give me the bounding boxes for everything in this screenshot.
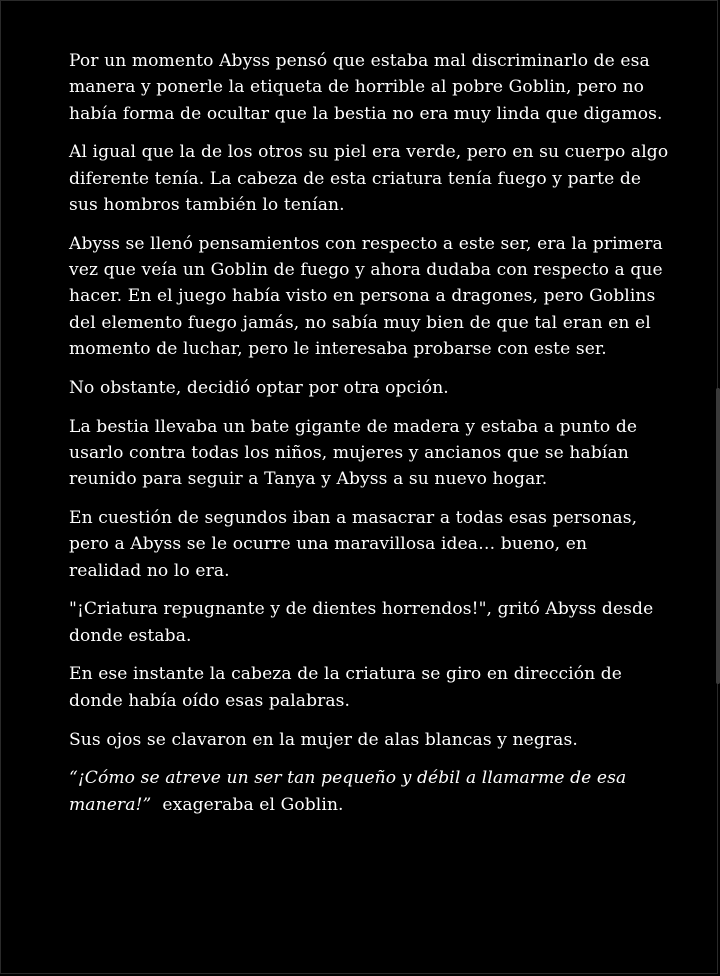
text-line: momento de luchar, pero le interesaba probarse con este ser. xyxy=(69,338,607,359)
text-line: pero a Abyss se le ocurre una maravillosa idea… bueno, en xyxy=(69,534,588,555)
scrollbar-thumb[interactable] xyxy=(716,388,720,684)
paragraph-3 xyxy=(69,231,669,362)
text-line: manera y ponerle la etiqueta de horrible al pobre Goblin, pero no xyxy=(69,77,645,98)
paragraph-10-quote xyxy=(69,765,669,818)
text-line xyxy=(69,792,669,818)
narration-fragment: exageraba el Goblin. xyxy=(151,794,344,815)
text-line: reunido para seguir a Tanya y Abyss a su nuevo hogar. xyxy=(69,469,548,490)
text-line: En cuestión de segundos iban a masacrar a todas esas personas, xyxy=(69,507,638,528)
paragraph-9 xyxy=(69,727,669,753)
text-line: No obstante, decidió optar por otra opción. xyxy=(69,377,449,398)
text-line: donde estaba. xyxy=(69,625,192,646)
text-line: sus hombros también lo tenían. xyxy=(69,194,345,215)
text-line: vez que veía un Goblin de fuego y ahora dudaba con respecto a que xyxy=(69,260,663,281)
paragraph-6 xyxy=(69,505,669,584)
text-line: Al igual que la de los otros su piel era verde, pero en su cuerpo algo xyxy=(69,142,669,163)
text-line: Sus ojos se clavaron en la mujer de alas blancas y negras. xyxy=(69,729,578,750)
paragraph-2 xyxy=(69,139,669,218)
text-line: Abyss se llenó pensamientos con respecto a este ser, era la primera xyxy=(69,233,663,254)
text-line: donde había oído esas palabras. xyxy=(69,690,351,711)
paragraph-7 xyxy=(69,596,669,649)
reader-text-area xyxy=(69,48,669,830)
text-line: usarlo contra todas los niños, mujeres y ancianos que se habían xyxy=(69,442,629,463)
text-line: En ese instante la cabeza de la criatura se giro en dirección de xyxy=(69,664,622,685)
text-line: había forma de ocultar que la bestia no era muy linda que digamos. xyxy=(69,103,663,124)
paragraph-5 xyxy=(69,414,669,493)
quote-line: “¡Cómo se atreve un ser tan pequeño y débil a llamarme de esa xyxy=(69,768,627,789)
text-line: diferente tenía. La cabeza de esta criatura tenía fuego y parte de xyxy=(69,168,642,189)
paragraph-8 xyxy=(69,661,669,714)
text-line: La bestia llevaba un bate gigante de madera y estaba a punto de xyxy=(69,416,638,437)
text-line: realidad no lo era. xyxy=(69,560,230,581)
text-line: hacer. En el juego había visto en persona a dragones, pero Goblins xyxy=(69,286,656,307)
text-line: del elemento fuego jamás, no sabía muy bien de que tal eran en el xyxy=(69,312,651,333)
paragraph-1 xyxy=(69,48,669,127)
paragraph-4 xyxy=(69,375,669,401)
quote-fragment: manera!” xyxy=(69,794,152,815)
text-line: Por un momento Abyss pensó que estaba mal discriminarlo de esa xyxy=(69,51,650,71)
text-line: "¡Criatura repugnante y de dientes horrendos!", gritó Abyss desde xyxy=(69,599,654,620)
